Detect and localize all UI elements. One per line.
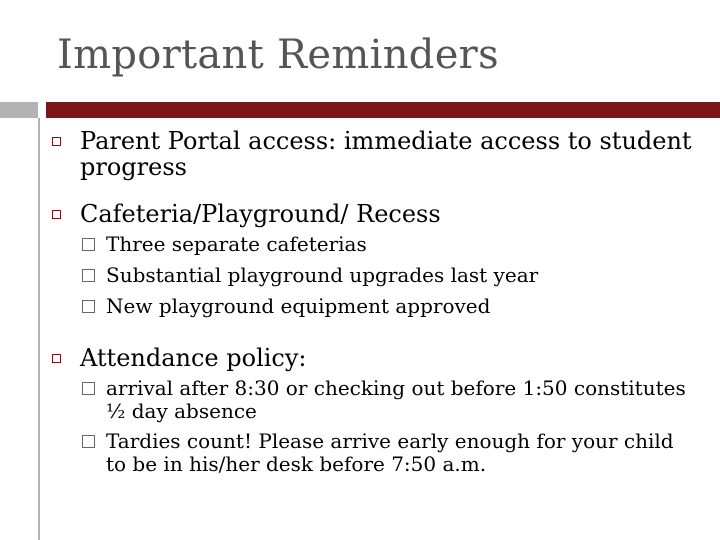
- bullet-attendance: [80, 345, 700, 476]
- checkbox-bullet-icon: [82, 300, 95, 313]
- left-vertical-rule: [38, 118, 40, 540]
- header-rule-gray: [0, 102, 38, 118]
- square-bullet-icon: [52, 354, 61, 363]
- sub-bullet-list: [80, 377, 700, 476]
- square-bullet-icon: [52, 137, 61, 146]
- checkbox-bullet-icon: [82, 269, 95, 282]
- square-bullet-icon: [52, 210, 61, 219]
- checkbox-bullet-icon: [82, 435, 95, 448]
- sub-bullet-item: [106, 233, 700, 256]
- bullet-text: Cafeteria/Playground/ Recess: [80, 200, 441, 228]
- sub-bullet-item: [106, 295, 700, 318]
- sub-bullet-text: New playground equipment approved: [106, 294, 491, 318]
- header-rule-red: [46, 102, 720, 118]
- slide-title: Important Reminders: [57, 32, 499, 78]
- sub-bullet-item: [106, 377, 700, 423]
- sub-bullet-text: Tardies count! Please arrive early enough for your child to be in his/her desk before 7:50 a.m.: [106, 429, 674, 476]
- checkbox-bullet-icon: [82, 382, 95, 395]
- bullet-parent-portal: [80, 128, 700, 180]
- sub-bullet-text: Three separate cafeterias: [106, 232, 367, 256]
- sub-bullet-list: [80, 233, 700, 318]
- checkbox-bullet-icon: [82, 238, 95, 251]
- sub-bullet-item: [106, 264, 700, 287]
- bullet-cafeteria: [80, 201, 700, 318]
- sub-bullet-text: arrival after 8:30 or checking out before 1:50 constitutes ½ day absence: [106, 376, 686, 423]
- bullet-text: Parent Portal access: immediate access to student progress: [80, 127, 692, 181]
- bullet-text: Attendance policy:: [80, 344, 307, 372]
- sub-bullet-text: Substantial playground upgrades last year: [106, 263, 539, 287]
- sub-bullet-item: [106, 430, 700, 476]
